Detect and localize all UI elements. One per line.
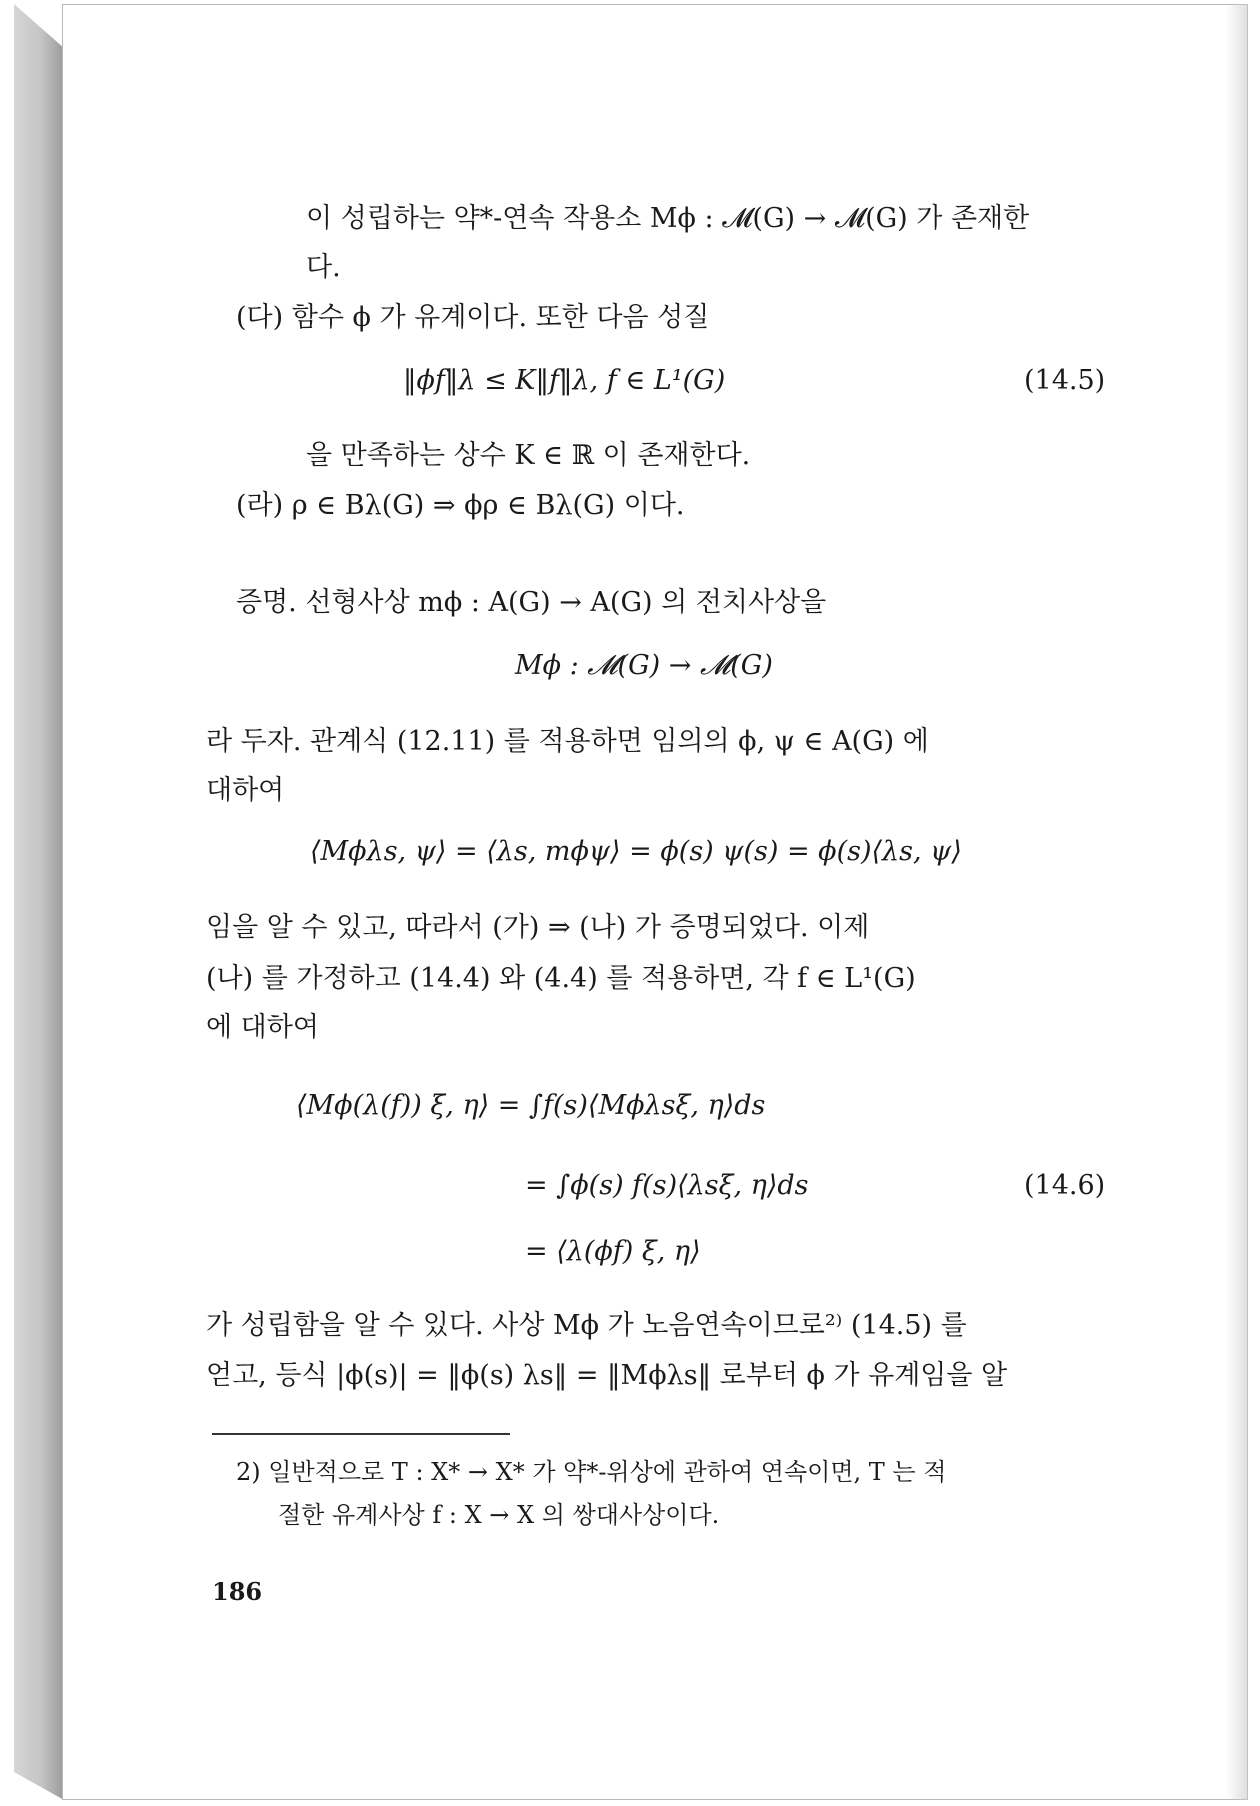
equation: = ⟨λ(ϕf) ξ, η⟩ — [525, 1236, 701, 1267]
text-line: 얻고, 등식 |ϕ(s)| = ‖ϕ(s) λs‖ = ‖Mϕλs‖ 로부터 ϕ 가 유계임을 알 — [206, 1360, 1008, 1391]
equation: = ∫ϕ(s) f(s)⟨λsξ, η⟩ds — [525, 1170, 809, 1201]
equation-number: (14.5) — [1024, 365, 1106, 396]
text-line: (라) ρ ∈ Bλ(G) ⇒ ϕρ ∈ Bλ(G) 이다. — [236, 490, 685, 521]
equation: ‖ϕf‖λ ≤ K‖f‖λ, f ∈ L¹(G) — [403, 365, 726, 396]
text-line: 대하여 — [206, 775, 285, 806]
proof-line: 증명. 선형사상 mϕ : A(G) → A(G) 의 전치사상을 — [236, 587, 827, 618]
text-line: 에 대하여 — [206, 1012, 319, 1043]
text-line: 을 만족하는 상수 K ∈ ℝ 이 존재한다. — [306, 440, 751, 471]
text-line: 다. — [306, 252, 341, 283]
page-number: 186 — [212, 1577, 263, 1606]
text-line: (다) 함수 ϕ 가 유계이다. 또한 다음 성질 — [236, 302, 710, 333]
equation-number: (14.6) — [1024, 1170, 1106, 1201]
equation: ⟨Mϕλs, ψ⟩ = ⟨λs, mϕψ⟩ = ϕ(s) ψ(s) = ϕ(s)⟨λs, ψ⟩ — [310, 836, 962, 867]
text-line: (나) 를 가정하고 (14.4) 와 (4.4) 를 적용하면, 각 f ∈ L¹(G) — [206, 963, 916, 994]
text-line: 가 성립함을 알 수 있다. 사상 Mϕ 가 노음연속이므로²⁾ (14.5) 를 — [206, 1310, 967, 1341]
text-line: 라 두자. 관계식 (12.11) 를 적용하면 임의의 ϕ, ψ ∈ A(G) 에 — [206, 726, 929, 757]
equation: Mϕ : 𝓜(G) → 𝓜(G) — [515, 650, 773, 681]
footnote-line: 2) 일반적으로 T : X* → X* 가 약*-위상에 관하여 연속이면, T 는 적 — [236, 1458, 947, 1486]
equation: ⟨Mϕ(λ(f)) ξ, η⟩ = ∫f(s)⟨Mϕλsξ, η⟩ds — [296, 1090, 766, 1121]
footnote-rule — [212, 1433, 510, 1435]
text-line: 이 성립하는 약*-연속 작용소 Mϕ : 𝓜(G) → 𝓜(G) 가 존재한 — [306, 203, 1030, 234]
text-line: 임을 알 수 있고, 따라서 (가) ⇒ (나) 가 증명되었다. 이제 — [206, 912, 870, 943]
footnote-line: 절한 유계사상 f : X → X 의 쌍대사상이다. — [278, 1501, 720, 1529]
